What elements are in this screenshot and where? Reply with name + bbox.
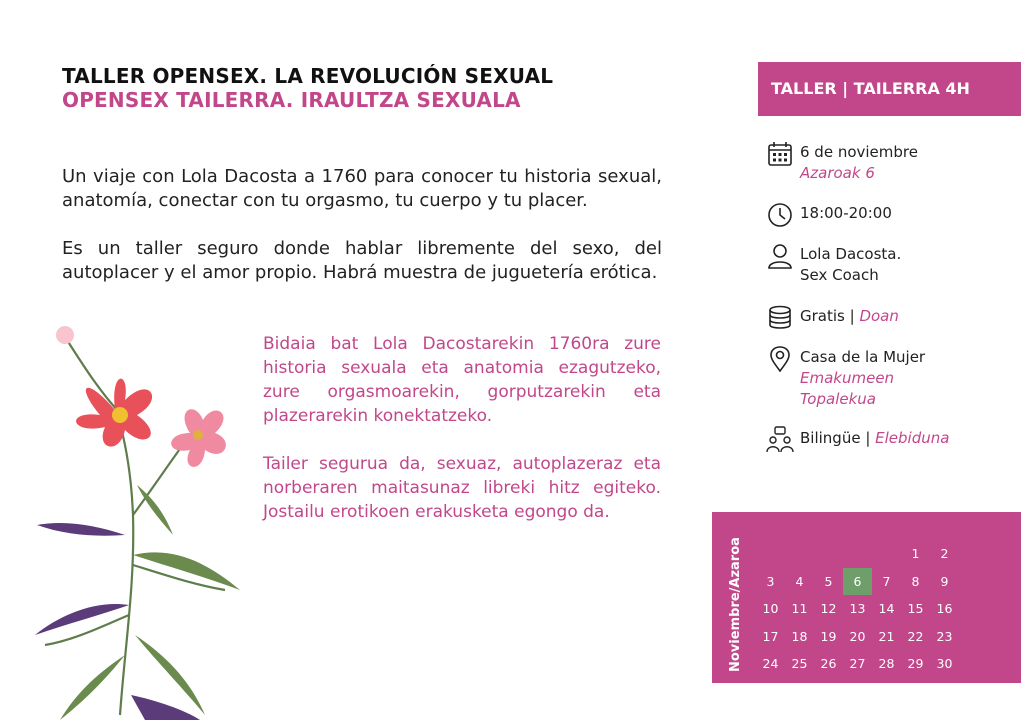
calendar-day: 11	[791, 601, 808, 617]
calendar-day: 13	[849, 601, 866, 617]
calendar-day: 4	[795, 573, 804, 589]
place-sub-line1: Emakumeen	[800, 369, 895, 387]
description-basque	[263, 332, 661, 548]
calendar-day: 21	[878, 628, 895, 644]
calendar-day: 10	[762, 601, 779, 617]
description-es-paragraph: Un viaje con Lola Dacosta a 1760 para conocer tu historia sexual, anatomía, conectar con tu orgasmo, tu cuerpo y tu placer.	[62, 166, 662, 211]
person-name: Lola Dacosta.	[800, 245, 902, 263]
calendar-day: 28	[878, 656, 895, 672]
coins-icon	[766, 304, 794, 332]
calendar-day: 19	[820, 628, 837, 644]
description-spanish	[62, 165, 662, 309]
price-main: Gratis	[800, 307, 845, 325]
calendar-grid	[756, 540, 959, 678]
title-spanish: TALLER OPENSEX. LA REVOLUCIÓN SEXUAL	[62, 64, 554, 88]
calendar-day: 22	[907, 628, 924, 644]
info-person	[766, 244, 901, 286]
time-main: 18:00-20:00	[800, 204, 892, 222]
place-main: Casa de la Mujer	[800, 348, 926, 366]
language-sub: Elebiduna	[875, 429, 950, 447]
date-main: 6 de noviembre	[800, 143, 918, 161]
calendar-day: 3	[766, 573, 775, 589]
flower-illustration	[25, 315, 285, 720]
info-date	[766, 142, 918, 184]
description-eu-paragraph: Bidaia bat Lola Dacostarekin 1760ra zure historia sexuala eta anatomia ezagutzeko, zure orgasmoarekin, gorputzarekin eta plazerarekin konektatzeko.	[263, 334, 661, 426]
calendar-day: 18	[791, 628, 808, 644]
calendar-day: 1	[911, 546, 920, 562]
workshop-badge: TALLER | TAILERRA 4H	[758, 62, 1021, 116]
calendar-day: 27	[849, 656, 866, 672]
calendar-empty-cell	[756, 540, 785, 568]
calendar-day: 15	[907, 601, 924, 617]
description-es-paragraph: Es un taller seguro donde hablar libremente del sexo, del autoplacer y el amor propio. Habrá muestra de juguetería erótica.	[62, 238, 662, 283]
calendar-day: 14	[878, 601, 895, 617]
clock-icon	[766, 201, 794, 229]
calendar-empty-cell	[872, 540, 901, 568]
calendar-day: 16	[936, 601, 953, 617]
language-separator: |	[860, 429, 876, 447]
person-icon	[766, 242, 794, 270]
description-eu-paragraph: Tailer segurua da, sexuaz, autoplazeraz eta norberaren maitasunaz libreki hitz egiteko. Jostailu erotikoen erakusketa egongo da.	[263, 454, 661, 522]
date-sub: Azaroak 6	[800, 164, 875, 182]
calendar-empty-cell	[814, 540, 843, 568]
person-role: Sex Coach	[800, 266, 879, 284]
calendar-day: 8	[911, 573, 920, 589]
info-place	[766, 347, 925, 410]
calendar-day: 24	[762, 656, 779, 672]
people-chat-icon	[766, 426, 794, 454]
info-time	[766, 203, 892, 229]
title-block	[62, 64, 553, 112]
calendar-day: 17	[762, 628, 779, 644]
calendar-day: 7	[882, 573, 891, 589]
info-language	[766, 428, 949, 454]
calendar-empty-cell	[843, 540, 872, 568]
calendar-day: 2	[940, 546, 949, 562]
price-separator: |	[844, 307, 860, 325]
calendar-day: 20	[849, 628, 866, 644]
place-sub-line2: Topalekua	[800, 390, 876, 408]
calendar-day: 23	[936, 628, 953, 644]
calendar	[712, 512, 1021, 683]
info-price	[766, 306, 899, 332]
calendar-empty-cell	[785, 540, 814, 568]
calendar-day: 29	[907, 656, 924, 672]
calendar-day: 6	[843, 568, 872, 596]
calendar-day: 9	[940, 573, 949, 589]
title-basque: OPENSEX TAILERRA. IRAULTZA SEXUALA	[62, 88, 521, 112]
price-sub: Doan	[859, 307, 899, 325]
calendar-day: 25	[791, 656, 808, 672]
calendar-day: 12	[820, 601, 837, 617]
language-main: Bilingüe	[800, 429, 861, 447]
location-pin-icon	[766, 345, 794, 373]
calendar-icon	[766, 140, 794, 168]
calendar-day: 30	[936, 656, 953, 672]
calendar-day: 5	[824, 573, 833, 589]
calendar-month-label: Noviembre/Azaroa	[728, 537, 743, 672]
calendar-day: 26	[820, 656, 837, 672]
